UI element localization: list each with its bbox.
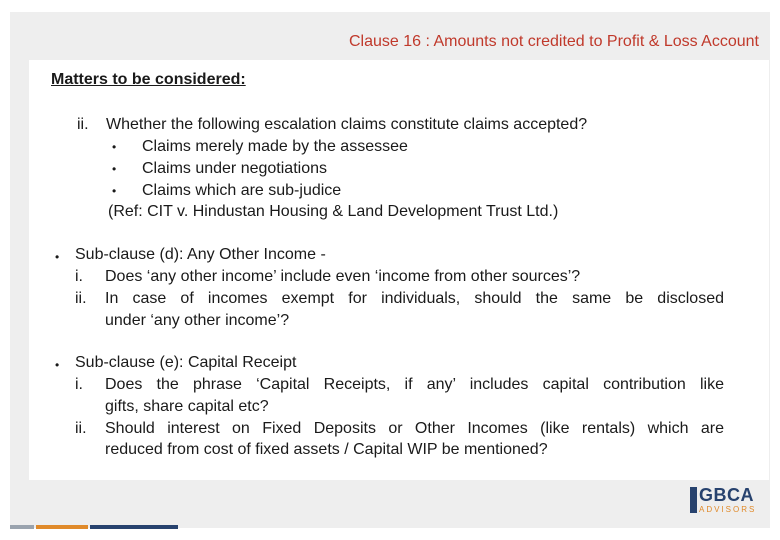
slide-title: Clause 16 : Amounts not credited to Profit & Loss Account (348, 33, 759, 50)
list-item: Claims merely made by the assessee (142, 138, 408, 155)
list-item: Should interest on Fixed Deposits or Other Incomes (like rentals) which are (105, 420, 724, 437)
logo-tagline: ADVISORS (699, 505, 757, 514)
list-item: In case of incomes exempt for individuals, should the same be disclosed (105, 290, 724, 307)
reference-text: (Ref: CIT v. Hindustan Housing & Land Development Trust Ltd.) (108, 203, 559, 220)
footer-bar-orange (36, 525, 88, 529)
list-item: Does the phrase ‘Capital Receipts, if any’ includes capital contribution like (105, 376, 724, 393)
list-marker: ii. (75, 420, 87, 437)
bullet-icon: • (112, 162, 117, 176)
list-item-continuation: under ‘any other income’? (105, 312, 290, 329)
logo-text: GBCA (699, 485, 754, 505)
footer-bar-grey (10, 525, 34, 529)
bullet-icon: • (112, 140, 117, 154)
company-logo (690, 485, 760, 515)
list-marker: i. (75, 376, 83, 393)
list-item-continuation: gifts, share capital etc? (105, 398, 269, 415)
section-heading: Matters to be considered: (51, 71, 246, 88)
list-marker: ii. (77, 116, 89, 133)
bullet-icon: • (55, 358, 60, 372)
list-item: Claims under negotiations (142, 160, 327, 177)
question-text: Whether the following escalation claims constitute claims accepted? (106, 116, 588, 133)
list-item: Claims which are sub-judice (142, 182, 342, 199)
list-marker: ii. (75, 290, 87, 307)
logo-mark-icon (690, 487, 697, 513)
list-item-continuation: reduced from cost of fixed assets / Capital WIP be mentioned? (105, 441, 548, 458)
subclause-title: Sub-clause (d): Any Other Income - (75, 246, 326, 263)
subclause-title: Sub-clause (e): Capital Receipt (75, 354, 297, 371)
list-item: Does ‘any other income’ include even ‘income from other sources’? (105, 268, 581, 285)
footer-bar-blue (90, 525, 178, 529)
list-marker: i. (75, 268, 83, 285)
bullet-icon: • (55, 250, 60, 264)
bullet-icon: • (112, 184, 117, 198)
